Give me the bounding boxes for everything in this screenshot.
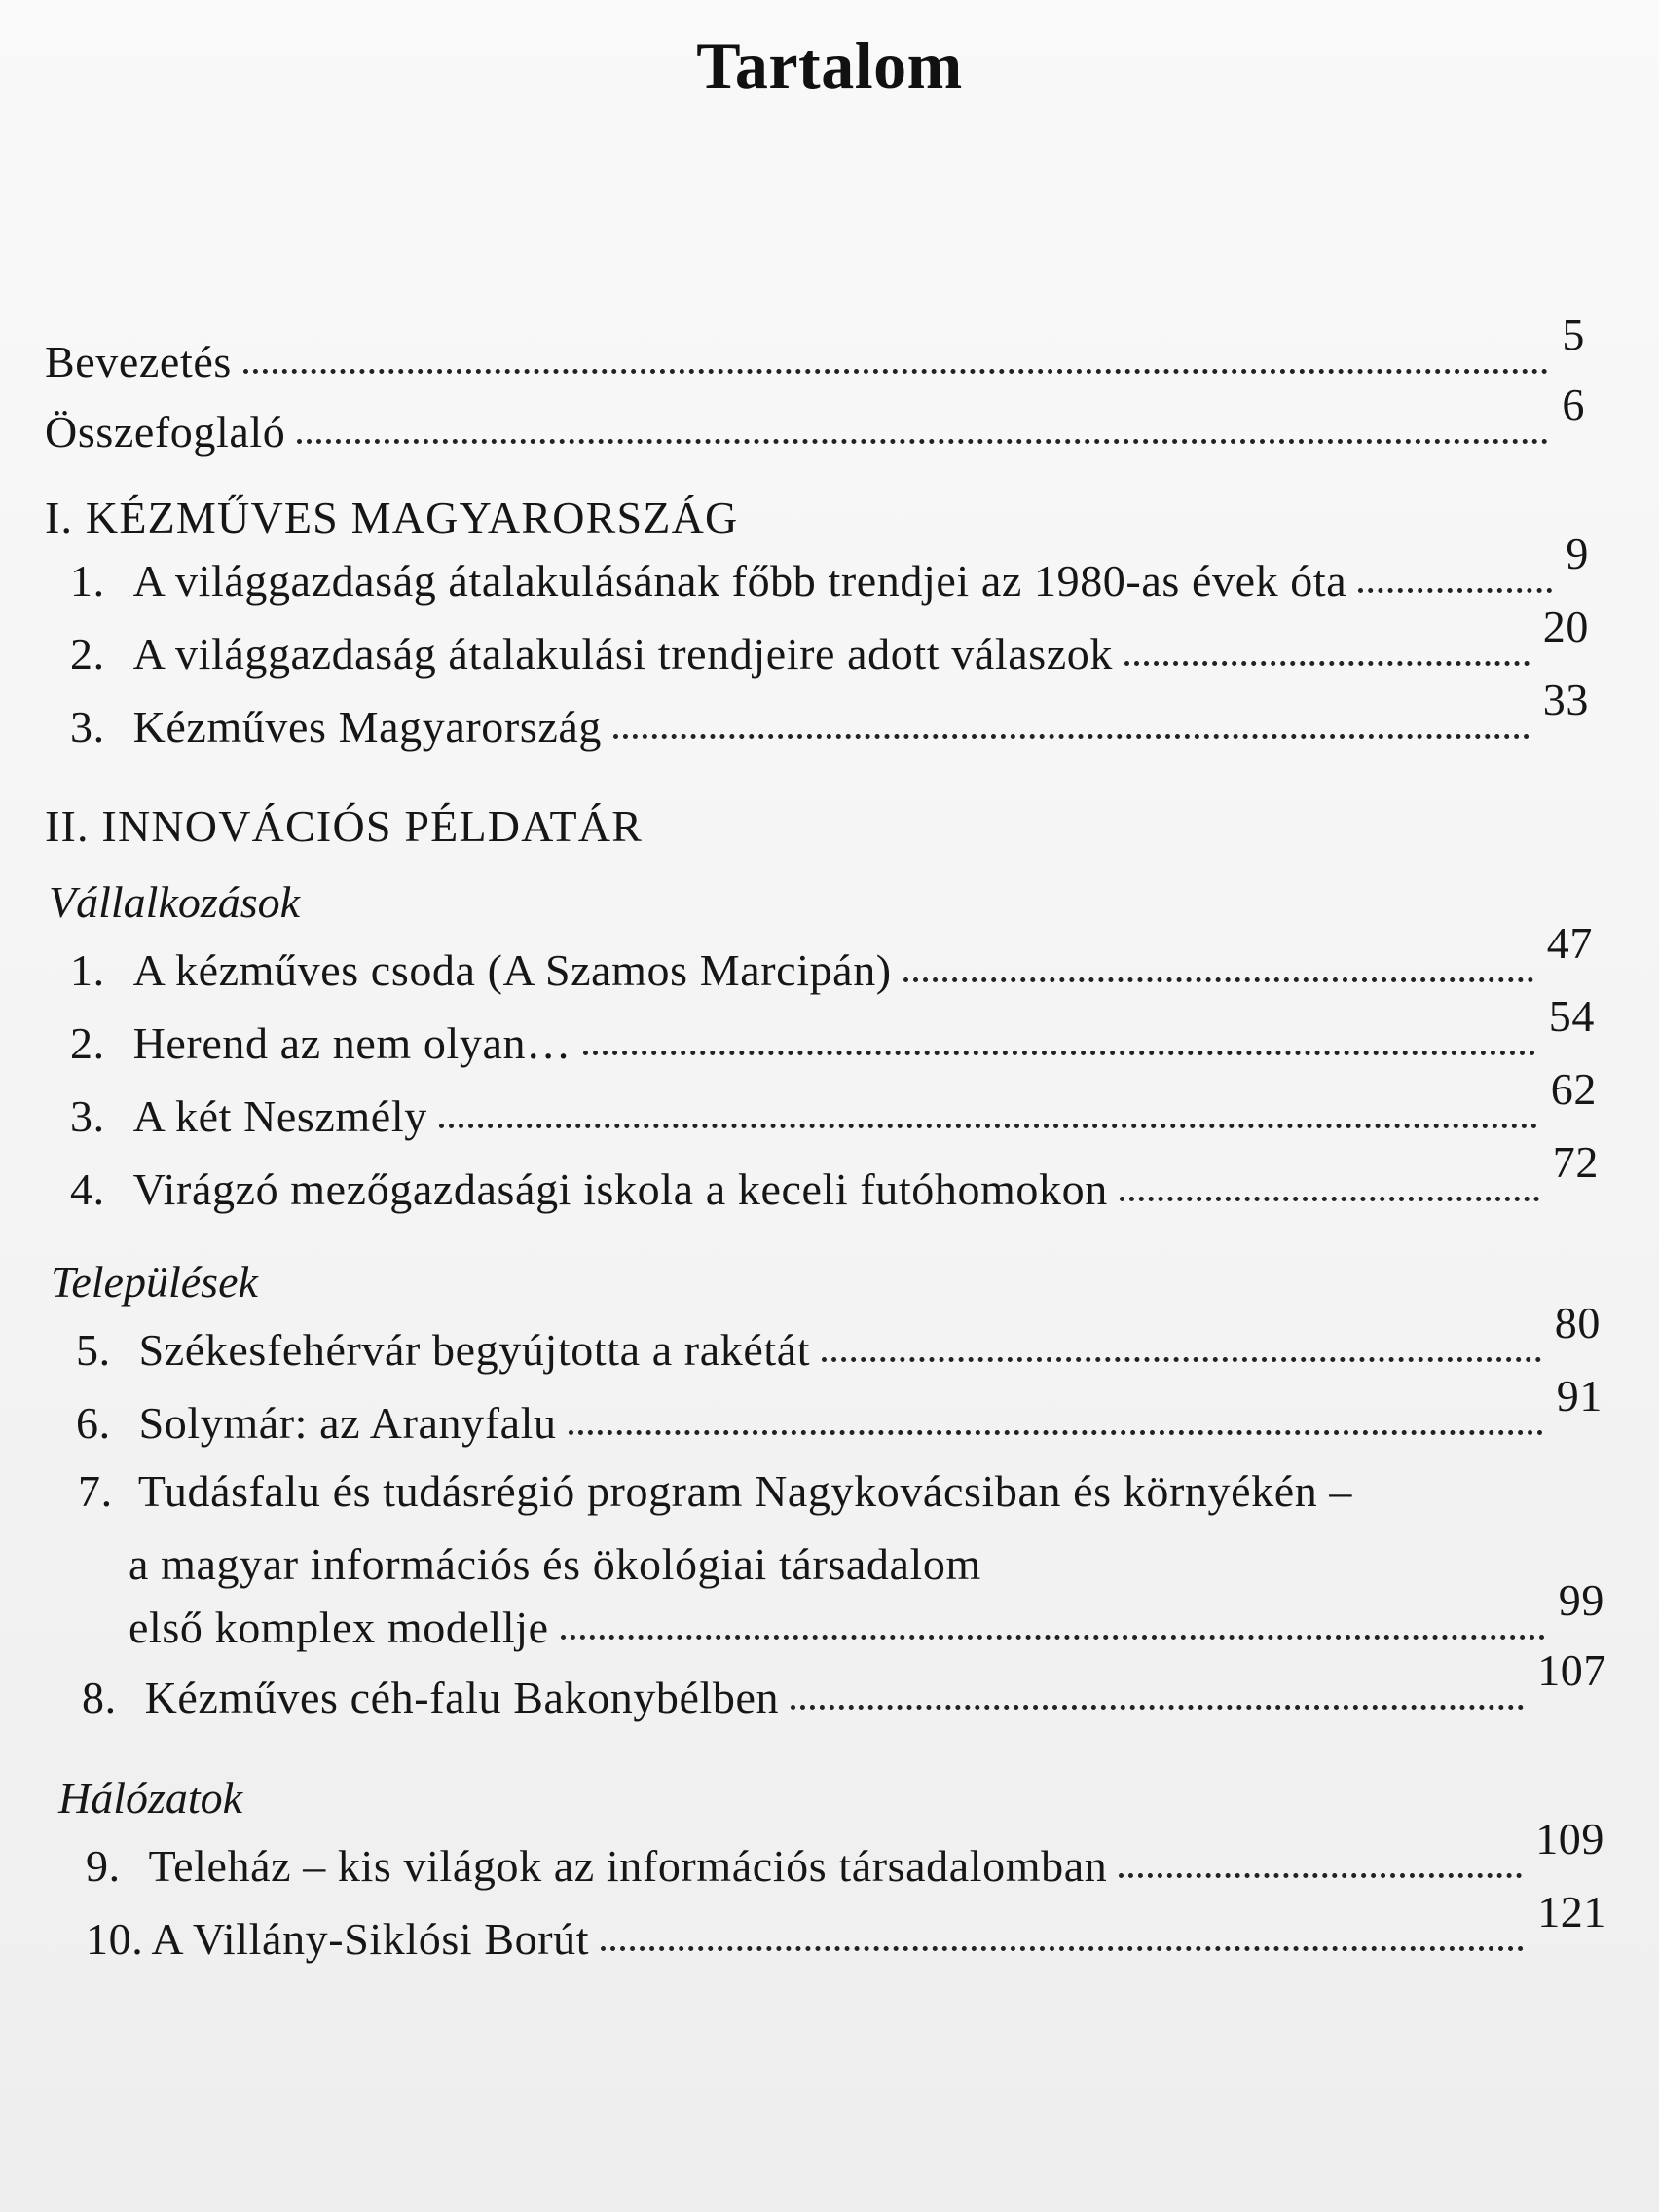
toc-entry-label: A világgazdaság átalakulási trendjeire adott válaszok xyxy=(132,629,1113,679)
toc-entry-label: Teleház – kis világok az információs társadalomban xyxy=(148,1841,1108,1891)
toc-entry[interactable] xyxy=(70,1137,1599,1217)
dot-leader xyxy=(822,1357,1541,1362)
toc-entry[interactable] xyxy=(70,918,1593,998)
dot-leader xyxy=(601,1946,1524,1951)
toc-entry-osszefoglalo[interactable] xyxy=(45,380,1585,460)
toc-entry-label: Herend az nem olyan… xyxy=(132,1018,571,1068)
toc-entry[interactable] xyxy=(86,1814,1604,1894)
dot-leader xyxy=(561,1635,1545,1640)
dot-leader xyxy=(583,1051,1535,1055)
toc-entry-number: 10. xyxy=(86,1914,144,1964)
page-title: Tartalom xyxy=(696,28,963,102)
toc-entry-number: 3. xyxy=(70,702,105,752)
dot-leader xyxy=(1119,1873,1522,1878)
dot-leader xyxy=(439,1124,1537,1128)
toc-entry-number: 6. xyxy=(76,1398,111,1448)
toc-entry-page: 91 xyxy=(1556,1371,1603,1420)
toc-entry-page: 20 xyxy=(1542,602,1589,651)
toc-entry-page: 47 xyxy=(1546,918,1593,968)
toc-entry-page: 5 xyxy=(1562,310,1585,359)
toc-entry-bevezetes[interactable] xyxy=(45,310,1585,389)
part-heading-2: II. INNOVÁCIÓS PÉLDATÁR xyxy=(45,801,644,851)
toc-entry-label: A Villány-Siklósi Borút xyxy=(151,1914,590,1964)
toc-entry-label: Tudásfalu és tudásrégió program Nagykovácsiban és környékén – xyxy=(137,1466,1353,1516)
toc-entry-page: 62 xyxy=(1550,1064,1597,1114)
dot-leader xyxy=(791,1705,1524,1710)
toc-entry[interactable] xyxy=(70,602,1589,682)
dot-leader xyxy=(1358,588,1552,593)
toc-entry-number: 9. xyxy=(86,1841,121,1891)
toc-entry-page: 121 xyxy=(1537,1887,1606,1936)
toc-entry-number: 2. xyxy=(70,1018,105,1068)
toc-entry-multiline-first[interactable] xyxy=(78,1465,1352,1517)
toc-entry-label: első komplex modellje xyxy=(129,1603,549,1652)
section-title-telepulesek: Települések xyxy=(51,1257,258,1307)
toc-entry[interactable] xyxy=(82,1645,1606,1725)
toc-entry-label: A kézműves csoda (A Szamos Marcipán) xyxy=(132,945,892,995)
toc-entry-number: 1. xyxy=(70,556,105,606)
toc-entry-continuation: a magyar információs és ökológiai társadalom xyxy=(129,1539,981,1589)
toc-entry-page: 33 xyxy=(1542,675,1589,724)
toc-entry-label: Solymár: az Aranyfalu xyxy=(138,1398,557,1448)
toc-entry-page: 6 xyxy=(1562,380,1585,429)
part-heading-1: I. KÉZMŰVES MAGYARORSZÁG xyxy=(45,493,739,542)
toc-entry-page: 72 xyxy=(1552,1137,1599,1187)
toc-entry-number: 2. xyxy=(70,629,105,679)
toc-entry-page: 9 xyxy=(1566,529,1589,578)
dot-leader xyxy=(569,1430,1543,1435)
toc-entry[interactable] xyxy=(70,991,1595,1071)
dot-leader xyxy=(297,439,1548,444)
toc-entry-page: 99 xyxy=(1558,1575,1604,1625)
dot-leader xyxy=(1120,1197,1539,1201)
dot-leader xyxy=(1124,661,1530,666)
toc-entry[interactable] xyxy=(70,1064,1597,1144)
toc-entry-number: 3. xyxy=(70,1091,105,1141)
toc-entry-number: 7. xyxy=(78,1466,113,1516)
toc-entry-page: 107 xyxy=(1537,1645,1606,1695)
toc-entry-label: Összefoglaló xyxy=(45,407,286,457)
toc-entry-number: 8. xyxy=(82,1673,117,1722)
toc-entry-label: Kézműves Magyarország xyxy=(132,702,602,752)
toc-entry-number: 1. xyxy=(70,945,105,995)
toc-entry-label: A két Neszmély xyxy=(132,1091,427,1141)
toc-entry[interactable] xyxy=(70,675,1589,755)
toc-entry-number: 5. xyxy=(76,1325,111,1375)
toc-entry[interactable] xyxy=(76,1298,1601,1378)
toc-entry-page: 109 xyxy=(1535,1814,1604,1863)
dot-leader xyxy=(903,977,1533,982)
toc-entry-label: A világgazdaság átalakulásának főbb trendjei az 1980-as évek óta xyxy=(132,556,1347,606)
toc-entry[interactable] xyxy=(86,1887,1606,1967)
toc-entry-number: 4. xyxy=(70,1164,105,1214)
section-title-halozatok: Hálózatok xyxy=(58,1773,243,1823)
dot-leader xyxy=(613,734,1530,739)
toc-entry-page: 54 xyxy=(1548,991,1595,1041)
dot-leader xyxy=(243,369,1549,374)
toc-entry-label: Székesfehérvár begyújtotta a rakétát xyxy=(138,1325,811,1375)
toc-entry-continuation-last[interactable] xyxy=(129,1575,1604,1655)
toc-entry[interactable] xyxy=(76,1371,1603,1451)
section-title-vallalkozasok: Vállalkozások xyxy=(49,877,301,927)
toc-entry-label: Kézműves céh-falu Bakonybélben xyxy=(144,1673,780,1722)
toc-entry-page: 80 xyxy=(1554,1298,1601,1347)
toc-entry-label: Virágzó mezőgazdasági iskola a keceli futóhomokon xyxy=(132,1164,1108,1214)
toc-entry-label: Bevezetés xyxy=(45,337,232,387)
toc-entry[interactable] xyxy=(70,529,1589,608)
